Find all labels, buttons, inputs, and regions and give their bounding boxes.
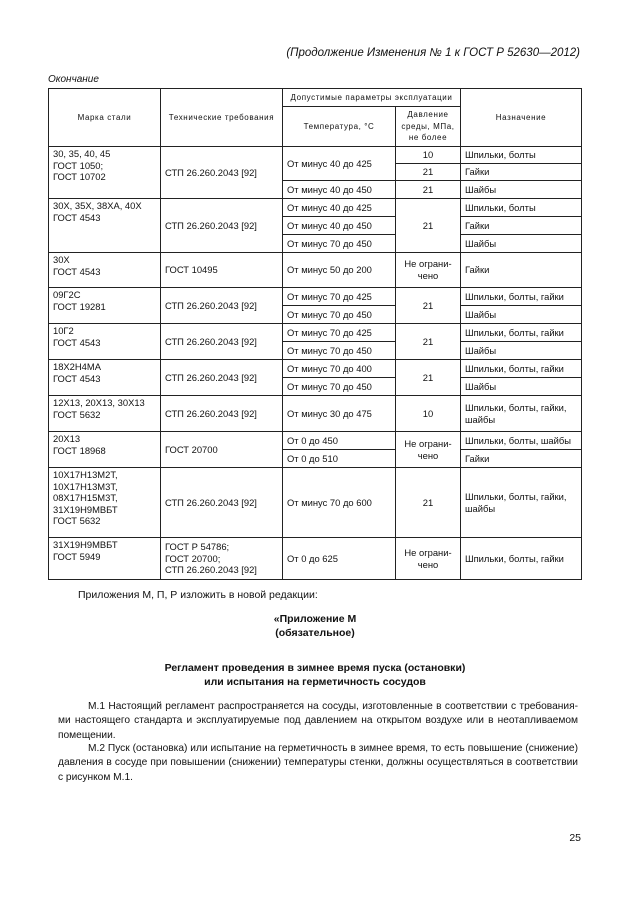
purpose-cell: Гайки [461, 164, 582, 181]
steel-grade-cell: 09Г2С ГОСТ 19281 [49, 288, 161, 324]
tech-requirements-cell: СТП 26.260.2043 [92] [161, 360, 283, 396]
purpose-cell: Шайбы [461, 378, 582, 396]
regulation-title-line2: или испытания на герметичность сосудов [204, 676, 426, 688]
tech-requirements-cell: ГОСТ 10495 [161, 253, 283, 288]
purpose-cell: Шпильки, болты, гайки, шайбы [461, 396, 582, 432]
appendix-title [0, 612, 630, 640]
pressure-cell: 21 [396, 199, 461, 253]
regulation-title-line1: Регламент проведения в зимнее время пуска (остановки) [164, 662, 466, 674]
tech-requirements-cell: СТП 26.260.2043 [92] [161, 199, 283, 253]
temperature-cell: От минус 30 до 475 [283, 396, 396, 432]
temperature-cell: От 0 до 510 [283, 450, 396, 468]
pressure-cell: 21 [396, 360, 461, 396]
pressure-cell: Не ограни- чено [396, 538, 461, 580]
purpose-cell: Шайбы [461, 181, 582, 199]
pressure-cell: 21 [396, 181, 461, 199]
temperature-cell: От минус 70 до 450 [283, 342, 396, 360]
temperature-cell: От минус 40 до 425 [283, 199, 396, 217]
steel-grade-cell: 20Х13 ГОСТ 18968 [49, 432, 161, 468]
purpose-cell: Шпильки, болты, гайки [461, 360, 582, 378]
purpose-cell: Шайбы [461, 342, 582, 360]
regulation-title [0, 661, 630, 689]
steel-grade-cell: 31Х19Н9МВБТ ГОСТ 5949 [49, 538, 161, 580]
temperature-cell: От минус 70 до 450 [283, 235, 396, 253]
temperature-cell: От минус 40 до 425 [283, 147, 396, 181]
pressure-cell: 21 [396, 324, 461, 360]
pressure-cell: 10 [396, 396, 461, 432]
table-row [49, 199, 582, 217]
steel-grade-cell: 30, 35, 40, 45 ГОСТ 1050; ГОСТ 10702 [49, 147, 161, 199]
tech-requirements-cell: ГОСТ 20700 [161, 432, 283, 468]
table-row [49, 360, 582, 378]
purpose-cell: Шайбы [461, 235, 582, 253]
tech-requirements-cell: СТП 26.260.2043 [92] [161, 147, 283, 199]
table-continuation-label: Окончание [48, 74, 99, 85]
tech-requirements-cell: СТП 26.260.2043 [92] [161, 288, 283, 324]
paragraph-m1-text: М.1 Настоящий регламент распространяется на сосуды, изготовленные в соответствии с требования-ми настоящего стандарта и эксплуатируемые под давлением на открытом воздухе или в неотапливаемом помещении. [58, 701, 578, 741]
header-purpose: Назначение [461, 89, 582, 147]
purpose-cell: Гайки [461, 450, 582, 468]
temperature-cell: От минус 70 до 600 [283, 468, 396, 538]
table-row [49, 396, 582, 432]
header-tech: Технические требования [161, 89, 283, 147]
tech-requirements-cell: СТП 26.260.2043 [92] [161, 396, 283, 432]
steel-grade-cell: 18Х2Н4МА ГОСТ 4543 [49, 360, 161, 396]
table-row [49, 324, 582, 342]
purpose-cell: Шпильки, болты, гайки [461, 324, 582, 342]
temperature-cell: От минус 40 до 450 [283, 181, 396, 199]
table-row [49, 288, 582, 306]
purpose-cell: Шпильки, болты, шайбы [461, 432, 582, 450]
page-number: 25 [569, 832, 581, 844]
header-pressure: Давление среды, МПа, не более [396, 107, 461, 147]
appendix-title-line2: (обязательное) [275, 627, 355, 639]
steel-grade-cell: 12Х13, 20Х13, 30Х13 ГОСТ 5632 [49, 396, 161, 432]
pressure-cell: 21 [396, 164, 461, 181]
steel-grade-cell: 10Х17Н13М2Т, 10Х17Н13М3Т, 08Х17Н15М3Т, 31Х19Н9МВБТ ГОСТ 5632 [49, 468, 161, 538]
table-row [49, 253, 582, 288]
header-params: Допустимые параметры эксплуатации [283, 89, 461, 107]
pressure-cell: 10 [396, 147, 461, 164]
steel-grade-cell: 10Г2 ГОСТ 4543 [49, 324, 161, 360]
pressure-cell: Не ограни- чено [396, 253, 461, 288]
table-row [49, 468, 582, 538]
steel-grade-cell: 30Х ГОСТ 4543 [49, 253, 161, 288]
intro-text: Приложения М, П, Р изложить в новой редакции: [78, 589, 318, 601]
table-row [49, 147, 582, 164]
steel-grade-cell: 30Х, 35Х, 38ХА, 40Х ГОСТ 4543 [49, 199, 161, 253]
steel-spec-table [48, 88, 582, 580]
paragraph-m2-text: М.2 Пуск (остановка) или испытание на герметичность в зимнее время, то есть повышение (снижение) давления в сосуде при повышении (снижении) температуры стенки, должны осуществляться в соответствии с рисунком М.1. [58, 743, 578, 783]
temperature-cell: От 0 до 625 [283, 538, 396, 580]
purpose-cell: Шпильки, болты [461, 147, 582, 164]
purpose-cell: Шпильки, болты [461, 199, 582, 217]
temperature-cell: От минус 70 до 450 [283, 306, 396, 324]
purpose-cell: Шпильки, болты, гайки [461, 538, 582, 580]
purpose-cell: Гайки [461, 253, 582, 288]
pressure-cell: Не ограни- чено [396, 432, 461, 468]
paragraph-m1 [58, 700, 578, 743]
tech-requirements-cell: СТП 26.260.2043 [92] [161, 324, 283, 360]
appendix-title-line1: «Приложение М [273, 613, 357, 625]
header-steel: Марка стали [49, 89, 161, 147]
purpose-cell: Шайбы [461, 306, 582, 324]
purpose-cell: Гайки [461, 217, 582, 235]
temperature-cell: От минус 40 до 450 [283, 217, 396, 235]
table-row [49, 432, 582, 450]
tech-requirements-cell: ГОСТ Р 54786; ГОСТ 20700; СТП 26.260.2043 [92] [161, 538, 283, 580]
header-temp: Температура, °С [283, 107, 396, 147]
temperature-cell: От минус 70 до 400 [283, 360, 396, 378]
pressure-cell: 21 [396, 468, 461, 538]
temperature-cell: От минус 50 до 200 [283, 253, 396, 288]
purpose-cell: Шпильки, болты, гайки, шайбы [461, 468, 582, 538]
temperature-cell: От минус 70 до 450 [283, 378, 396, 396]
temperature-cell: От минус 70 до 425 [283, 324, 396, 342]
header-note: (Продолжение Изменения № 1 к ГОСТ Р 52630—2012) [286, 47, 580, 59]
pressure-cell: 21 [396, 288, 461, 324]
tech-requirements-cell: СТП 26.260.2043 [92] [161, 468, 283, 538]
temperature-cell: От 0 до 450 [283, 432, 396, 450]
table-row [49, 538, 582, 580]
purpose-cell: Шпильки, болты, гайки [461, 288, 582, 306]
paragraph-m2 [58, 742, 578, 785]
temperature-cell: От минус 70 до 425 [283, 288, 396, 306]
